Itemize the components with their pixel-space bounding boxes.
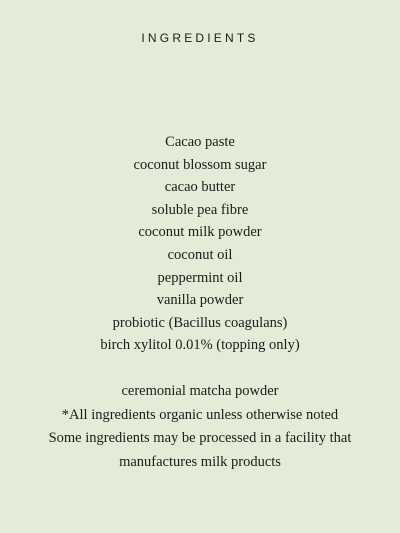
note-line: Some ingredients may be processed in a facility that [48, 430, 352, 446]
ingredient-item: cacao butter [164, 179, 236, 196]
note-line: *All ingredients organic unless otherwise noted [61, 406, 339, 423]
page-title: INGREDIENTS [141, 31, 259, 45]
ingredient-item: birch xylitol 0.01% (topping only) [100, 337, 300, 354]
ingredient-item: coconut blossom sugar [133, 156, 267, 173]
ingredient-item: coconut milk powder [138, 224, 262, 241]
ingredient-item: soluble pea fibre [151, 201, 249, 218]
ingredient-item: probiotic (Bacillus coagulans) [112, 314, 288, 331]
ingredient-item: peppermint oil [157, 269, 243, 286]
ingredient-list [0, 131, 400, 357]
ingredient-item: Cacao paste [165, 134, 235, 150]
notes-block [0, 380, 400, 474]
note-line: ceremonial matcha powder [121, 383, 279, 399]
note-line: manufactures milk products [119, 453, 281, 470]
ingredient-item: vanilla powder [156, 292, 244, 309]
ingredient-item: coconut oil [167, 246, 233, 263]
